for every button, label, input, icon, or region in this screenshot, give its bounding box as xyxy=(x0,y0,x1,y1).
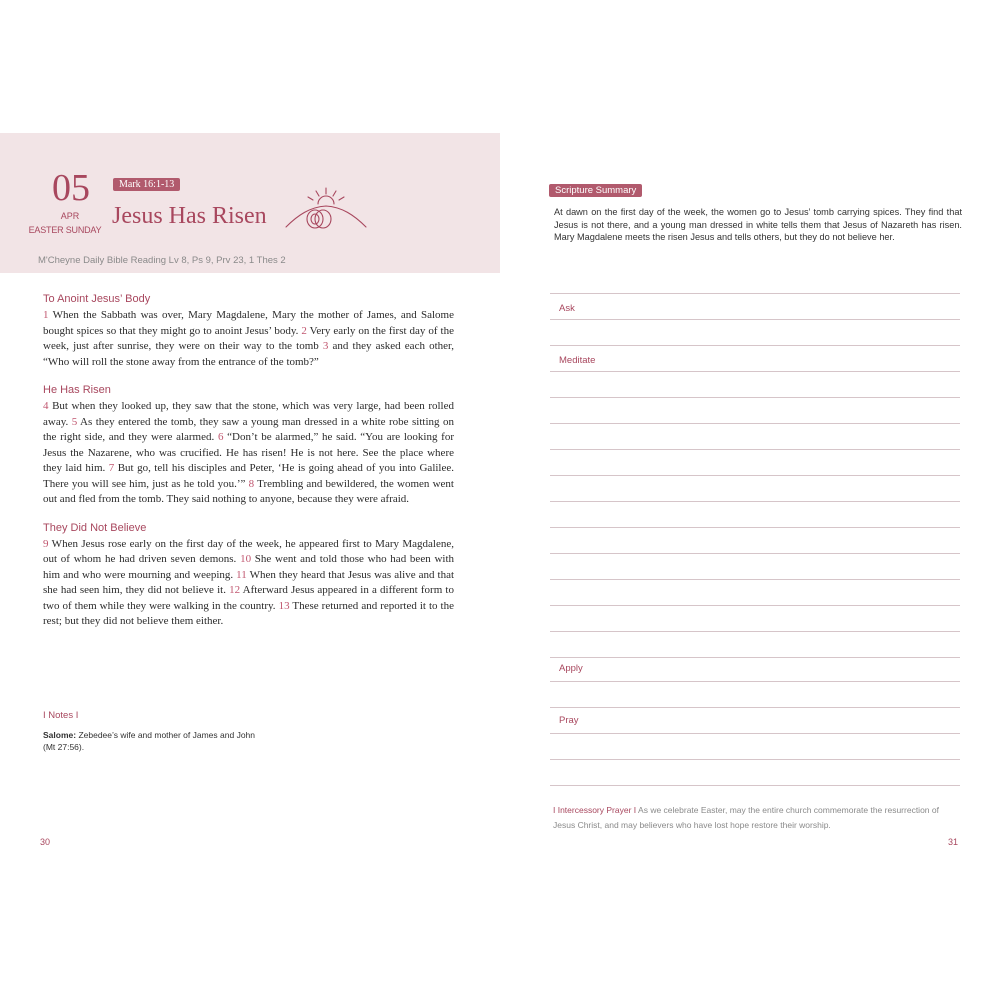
notes-heading: I Notes I xyxy=(43,710,79,721)
verse-text: Trembling and bewildered, the women went out and fled from the tomb. They said nothing to anyone, because they were afraid. xyxy=(43,477,454,505)
scripture-reference-badge: Mark 16:1-13 xyxy=(113,178,180,191)
scripture-summary-text: At dawn on the first day of the week, the women go to Jesus’ tomb carrying spices. They find that Jesus is not there, and a young man dressed in white tells them that Jesus of Nazareth has risen. Mary Magdalene meets the risen Jesus and tells others, but they do not believe her. xyxy=(554,207,962,242)
verse-number: 6 xyxy=(217,431,224,443)
journal-line xyxy=(550,605,960,606)
journal-line xyxy=(550,397,960,398)
verse-number: 11 xyxy=(236,568,247,581)
date-occasion: EASTER SUNDAY xyxy=(28,225,102,235)
notes-box xyxy=(43,710,263,753)
scripture-passage xyxy=(43,292,454,643)
intercessory-prayer-heading: I Intercessory Prayer I xyxy=(553,805,637,815)
verse-number: 4 xyxy=(43,400,49,412)
page-number-right: 31 xyxy=(948,837,959,847)
verse-text: As they entered the tomb, they saw a young man dressed in a white robe sitting on the right side, and they were alarmed. xyxy=(43,415,454,443)
section-heading: He Has Risen xyxy=(43,384,111,396)
verse-text: These returned and reported it to the rest; but they did not believe them either. xyxy=(43,599,454,627)
verse-number: 3 xyxy=(322,340,329,352)
section-paragraph xyxy=(43,399,454,508)
intercessory-prayer-text: As we celebrate Easter, may the entire church commemorate the resurrection of Jesus Christ, and may believers who have lost hope restore their worship. xyxy=(553,805,939,830)
scripture-summary-badge: Scripture Summary xyxy=(549,184,642,197)
journal-line xyxy=(550,423,960,424)
verse-number: 8 xyxy=(248,477,255,490)
verse-number: 5 xyxy=(71,415,78,428)
journal-line xyxy=(550,579,960,580)
verse-number: 13 xyxy=(278,599,290,612)
verse-number: 1 xyxy=(43,309,49,321)
journal-line xyxy=(550,319,960,320)
journal-line xyxy=(550,657,960,658)
verse-text: When the Sabbath was over, Mary Magdalene, Mary the mother of James, and Salome bought spices so that they might go to anoint Jesus’ body. xyxy=(43,309,454,337)
verse-text: Very early on the first day of the week, just after sunrise, they were on their way to the tomb xyxy=(43,324,454,352)
page-number-left: 30 xyxy=(40,837,51,847)
empty-tomb-sunrise-icon xyxy=(284,185,368,233)
apply-label: Apply xyxy=(559,663,583,674)
notes-term: Salome: xyxy=(43,730,77,740)
journal-line xyxy=(550,475,960,476)
section-paragraph xyxy=(43,537,454,630)
verse-text: “Don’t be alarmed,” he said. “You are looking for Jesus the Nazarene, who was crucified. He has risen! He is not here. See the place where they laid him. xyxy=(43,431,454,474)
verse-text: She went and told those who had been with him and who were mourning and weeping. xyxy=(43,553,454,581)
verse-text: When they heard that Jesus was alive and that she had seen him, they did not believe it. xyxy=(43,568,455,596)
journal-line xyxy=(550,707,960,708)
journal-line xyxy=(550,785,960,786)
verse-text: When Jesus rose early on the first day of the week, he appeared first to Mary Magdalene, out of whom he had driven seven demons. xyxy=(43,537,454,565)
journal-line xyxy=(550,681,960,682)
notes-definition: Zebedee’s wife and mother of James and John (Mt 27:56). xyxy=(43,730,256,752)
verse-text: But when they looked up, they saw that the stone, which was very large, had been rolled away. xyxy=(43,400,454,428)
ask-label: Ask xyxy=(559,303,575,314)
section-paragraph xyxy=(43,308,454,370)
verse-text: and they asked each other, “Who will roll the stone away from the entrance of the tomb?” xyxy=(43,340,454,368)
verse-text: Afterward Jesus appeared in a different form to two of them while they were walking in the country. xyxy=(43,584,454,612)
journal-line xyxy=(550,631,960,632)
section-heading: They Did Not Believe xyxy=(43,521,147,534)
page-title: Jesus Has Risen xyxy=(112,203,267,229)
daily-reading-plan: M'Cheyne Daily Bible Reading Lv 8, Ps 9, Prv 23, 1 Thes 2 xyxy=(38,255,286,266)
date-month: APR xyxy=(60,211,80,221)
journal-line xyxy=(550,345,960,346)
verse-number: 9 xyxy=(43,537,49,550)
notes-text xyxy=(43,729,263,753)
journal-line xyxy=(550,501,960,502)
journal-line xyxy=(550,733,960,734)
verse-number: 12 xyxy=(229,584,241,596)
pray-label: Pray xyxy=(559,715,579,726)
journal-line xyxy=(550,527,960,528)
verse-number: 2 xyxy=(301,324,307,337)
journal-line xyxy=(550,553,960,554)
intercessory-prayer xyxy=(553,803,963,833)
journal-line xyxy=(550,293,960,294)
journal-line xyxy=(550,449,960,450)
verse-text: But go, tell his disciples and Peter, ‘He is going ahead of you into Galilee. There you will see him, just as he told you.’” xyxy=(43,462,455,490)
verse-number: 10 xyxy=(240,553,252,565)
section-heading: To Anoint Jesus’ Body xyxy=(43,293,151,305)
date-day: 05 xyxy=(52,167,90,209)
meditate-label: Meditate xyxy=(559,355,596,366)
journal-line xyxy=(550,759,960,760)
verse-number: 7 xyxy=(108,462,115,474)
journal-line xyxy=(550,371,960,372)
